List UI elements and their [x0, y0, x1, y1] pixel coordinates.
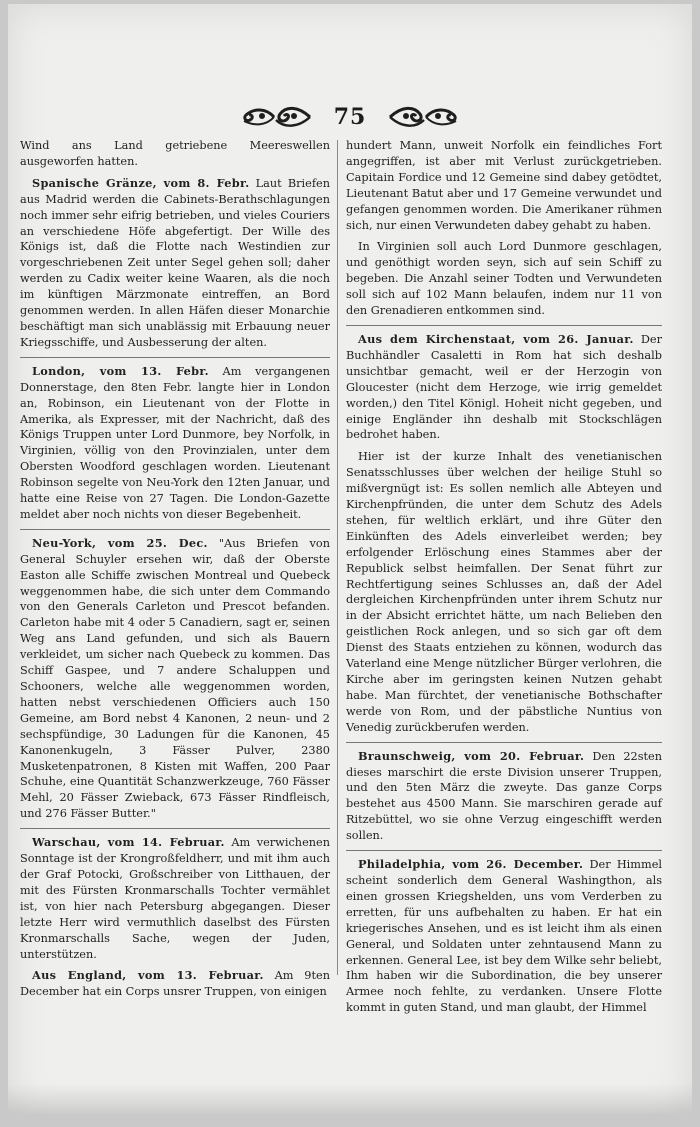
- article-text: Den 22sten dieses marschirt die erste Division unserer Truppen, und den 5ten März die zweyte. Das ganze Corps bestehet aus 4500 Mann. Sie marschiren gerade auf Ritzebüttel, wo sie ohne Verzug eingeschifft werden sollen.: [346, 749, 663, 843]
- left-ornament-icon: [240, 104, 312, 130]
- article-paragraph: [346, 449, 662, 735]
- article-paragraph: [20, 835, 330, 962]
- article-text: Der Buchhändler Casaletti in Rom hat sich deshalb unsichtbar gemacht, weil er der Herzogin von Gloucester (nicht dem Herzoge, wie irrig gemeldet worden,) den Titel Königl. Hoheit nicht gegeben, und einige Engländer ihn deshalb mit Stockschlägen bedrohet haben.: [346, 332, 663, 442]
- section-rule: [20, 828, 330, 829]
- article-heading: London, vom 13. Febr.: [32, 363, 209, 378]
- article-heading: Neu-York, vom 25. Dec.: [32, 535, 208, 550]
- section-rule: [346, 325, 662, 326]
- article-heading: Spanische Gränze, vom 8. Febr.: [32, 175, 250, 190]
- article-heading: Warschau, vom 14. Februar.: [32, 835, 225, 850]
- article-text: Am vergangenen Donnerstage, den 8ten Febr. langte hier in London an, Robinson, ein Lieutenant von der Flotte in Amerika, als Expresser, mit der Nachricht, daß des Königs Truppen unter Lord Dunmore, bey Norfolk, in Virginien, völlig von den Provinzialen, unter dem Obersten Woodford geschlagen worden. Lieutenant Robinson segelte von Neu-York den 12ten Januar, und hatte eine Reise von 27 Tagen. Die London-Gazette meldet aber noch nichts von dieser Begebenheit.: [20, 364, 331, 521]
- right-ornament-icon: [388, 104, 460, 130]
- article-paragraph: [20, 968, 330, 1000]
- article-heading: Braunschweig, vom 20. Februar.: [358, 748, 585, 763]
- article-text: Der Himmel scheint sonderlich dem General Washingthon, als einen grossen Kriegshelden, uns vom Verderben zu erretten, für uns aufbehalten zu haben. Er hat ein kriegerisches Ansehen, und es ist leicht ihm als einen General, und Soldaten unter zehntausend Mann zu erkennen. General Lee, ist bey dem Wilke sehr beliebt, Ihm haben wir die Subordination, die bey unserer Armee noch fehlte, zu verdanken. Unsere Flotte kommt in guten Stand, und man glaubt, der Himmel: [346, 858, 663, 1015]
- article-text: Wind ans Land getriebene Meereswellen ausgeworfen hatten.: [20, 139, 330, 168]
- right-column: [346, 138, 662, 1022]
- article-paragraph: [346, 138, 662, 233]
- article-paragraph: [346, 239, 662, 319]
- article-text: Hier ist der kurze Inhalt des venetianischen Senatsschlusses über welchen der heilige Stuhl so mißvergnügt ist: Es sollen nemlich alle Abteyen und Kirchenpfründen, die unter dem Schutz des Adels stehen, für weltlich erklärt, und ihre Güter den Einkünften des Adels einverleibet werden; bey erfolgender Erlöschung eines Stammes aber der Republick selbst heimfallen. Der Senat führt zur Rechtfertigung seines Schlusses an, daß der Adel dergleichen Kirchenpfründen unter ihrem Schutz nur in der Absicht errichtet hätte, um nach Belieben den geistlichen Rock anlegen, und so sich gar oft dem Dienst des Staats entziehen zu können, wodurch das Vaterland eine Menge nützlicher Bürger verlohren, die Kirche aber im geringsten keinen Nutzen gehabt habe. Man fürchtet, der venetianische Bothschafter werde von Rom, und der päbstliche Nuntius von Venedig zurückberufen werden.: [346, 450, 662, 734]
- article-heading: Aus dem Kirchenstaat, vom 26. Januar.: [358, 331, 634, 346]
- page-number: 75: [333, 104, 367, 130]
- article-text: In Virginien soll auch Lord Dunmore geschlagen, und genöthigt worden seyn, sich auf sein Schiff zu begeben. Die Anzahl seiner Todten und Verwundeten soll sich auf 102 Mann belaufen, indem nur 11 von den Grenadieren entkommen sind.: [346, 240, 662, 318]
- article-heading: Aus England, vom 13. Februar.: [32, 968, 264, 983]
- article-heading: Philadelphia, vom 26. December.: [358, 857, 584, 872]
- article-paragraph: [346, 857, 662, 1016]
- article-paragraph: [20, 364, 330, 523]
- newspaper-page: [8, 4, 692, 1114]
- article-text: Am 9ten December hat ein Corps unsrer Truppen, von einigen: [20, 969, 330, 999]
- article-text: hundert Mann, unweit Norfolk ein feindliches Fort angegriffen, ist aber mit Verlust zurückgetrieben. Capitain Fordice und 12 Gemeine sind dabey getödtet, Lieutenant Batut aber und 17 Gemeine verwundet und gefangen genommen worden. Die Amerikaner rühmen sich, nur einen Verwundeten dabey gehabt zu haben.: [346, 139, 662, 232]
- article-text: Laut Briefen aus Madrid werden die Cabinets-Berathschlagungen noch immer sehr eifrig betrieben, und vieles Couriers an verschiedene Höfe abgefertigt. Der Wille des Königs ist, daß die Flotte nach Westindien zur vorgeschriebenen Zeit unter Segel gehen soll; daher werden zu Cadix weiter keine Waaren, als die noch im künftigen Märzmonate eintreffen, an Bord genommen werden. In allen Häfen dieser Monarchie beschäftigt man sich unablässig mit Erbauung neuer Kriegsschiffe, und Ausbesserung der alten.: [20, 176, 330, 349]
- article-paragraph: [20, 138, 330, 170]
- article-paragraph: [346, 749, 662, 844]
- article-paragraph: [20, 536, 330, 822]
- article-paragraph: [20, 176, 330, 351]
- article-text: Am verwichenen Sonntage ist der Krongroßfeldherr, und mit ihm auch der Graf Potocki, Großschreiber von Litthauen, der mit des Fürsten Kronmarschalls Tochter vermählet ist, von hier nach Petersburg abgegangen. Dieser letzte Herr wird vermuthlich daselbst des Fürsten Kronmarschalls Sache, wegen der Juden, unterstützen.: [20, 836, 330, 961]
- section-rule: [346, 742, 662, 743]
- column-divider: [337, 140, 338, 975]
- section-rule: [20, 357, 330, 358]
- section-rule: [20, 529, 330, 530]
- left-column: [20, 138, 330, 1006]
- article-text: "Aus Briefen von General Schuyler ersehen wir, daß der Oberste Easton alle Schiffe zwischen Montreal und Quebeck weggenommen habe, die sich unter dem Commando von den Generals Carleton und Prescot befanden. Carleton habe mit 4 oder 5 Canadiern, sagt er, seinen Weg ans Land gefunden, und sich als Bauern verkleidet, um sicher nach Quebeck zu kommen. Das Schiff Gaspee, und 7 andere Schaluppen und Schooners, welche alle weggenommen worden, hatten nebst verschiedenen Officiers auch 150 Gemeine, am Bord nebst 4 Kanonen, 2 neun- und 2 sechspfündige, 30 Ladungen für die Kanonen, 45 Kanonenkugeln, 3 Fässer Pulver, 2380 Musketenpatronen, 8 Kisten mit Waffen, 200 Paar Schuhe, eine Quantität Schanzwerkzeuge, 760 Fässer Mehl, 20 Fässer Zwieback, 673 Fässer Rindfleisch, und 276 Fässer Butter.": [20, 536, 330, 821]
- section-rule: [346, 850, 662, 851]
- article-paragraph: [346, 332, 662, 443]
- page-header: [8, 100, 692, 134]
